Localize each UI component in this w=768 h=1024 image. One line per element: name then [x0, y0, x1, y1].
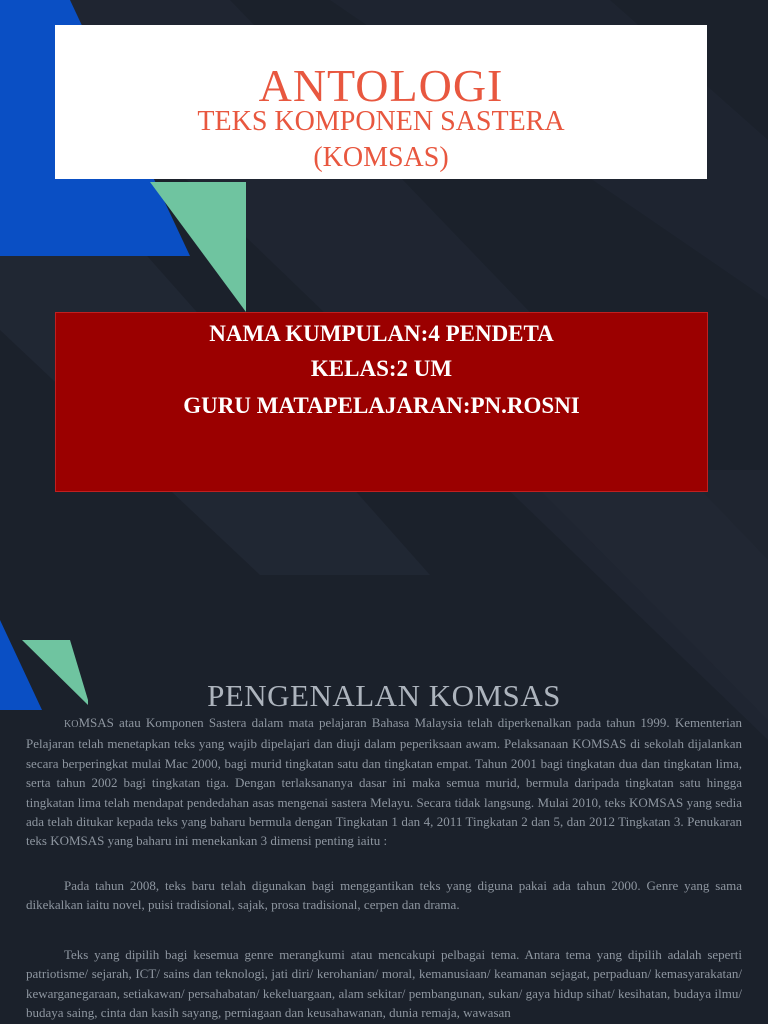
intro-paragraph — [26, 713, 742, 851]
intro-paragraph-text: MSAS atau Komponen Sastera dalam mata pelajaran Bahasa Malaysia telah diperkenalkan pada tahun 1999. Kementerian Pelajaran telah menetapkan teks yang wajib dipelajari dan diuji dalam peperiksaan awam. Pelaksanaan KOMSAS di sekolah dijalankan secara berperingkat mulai Mac 2000, bagi murid tingkatan satu dan tingkatan empat. Tahun 2001 bagi tingkatan dua dan tingkatan lima, serta tahun 2002 bagi tingkatan tiga. Dengan terlaksananya dasar ini maka semua murid, bermula daripada tingkatan satu hingga tingkatan lima telah mendapat pendedahan asas mengenai sastera Melayu. Secara tidak langsung. Mulai 2010, teks KOMSAS yang sedia ada telah ditukar kepada teks yang baharu bermula dengan Tingkatan 1 dan 4, 2011 Tingkatan 2 dan 5, dan 2012 Tingkatan 3. Penukaran teks KOMSAS yang baharu ini menekankan 3 dimensi penting iaitu : — [26, 715, 742, 849]
third-paragraph: Teks yang dipilih bagi kesemua genre merangkumi atau mencakupi pelbagai tema. Antara tema yang dipilih adalah seperti patriotisme/ sejarah, ICT/ sains dan teknologi, jati diri/ kerohanian/ moral, kemanusiaan/ keamanan sejagat, perpaduan/ kemasyarakatan/ kewarganegaraan, setiakawan/ persahabatan/ kekeluargaan, alam sekitar/ pembangunan, sukan/ gaya hidup sihat/ kesihatan, budaya ilmu/ budaya saing, cinta dan kasih sayang, perniagaan dan keusahawanan, dunia remaja, wawasan — [26, 947, 742, 1021]
class-name: KELAS:2 UM — [310, 356, 453, 381]
section-heading: PENGENALAN KOMSAS — [207, 678, 561, 713]
group-name: NAMA KUMPULAN:4 PENDETA — [209, 321, 554, 346]
document-title: ANTOLOGI — [258, 60, 504, 111]
title-banner — [55, 25, 707, 179]
paragraph-initial: KO — [64, 719, 79, 730]
document-subtitle: TEKS KOMPONEN SASTERA — [197, 106, 565, 137]
teacher-name: GURU MATAPELAJARAN:PN.ROSNI — [183, 393, 580, 418]
document-subtitle-abbrev: (KOMSAS) — [313, 142, 449, 173]
second-paragraph: Pada tahun 2008, teks baru telah digunakan bagi menggantikan teks yang diguna pakai ada tahun 2000. Genre yang sama dikekalkan iaitu novel, puisi tradisional, sajak, prosa tradisional, cerpen dan drama. — [26, 878, 742, 913]
group-info-box — [55, 312, 708, 492]
